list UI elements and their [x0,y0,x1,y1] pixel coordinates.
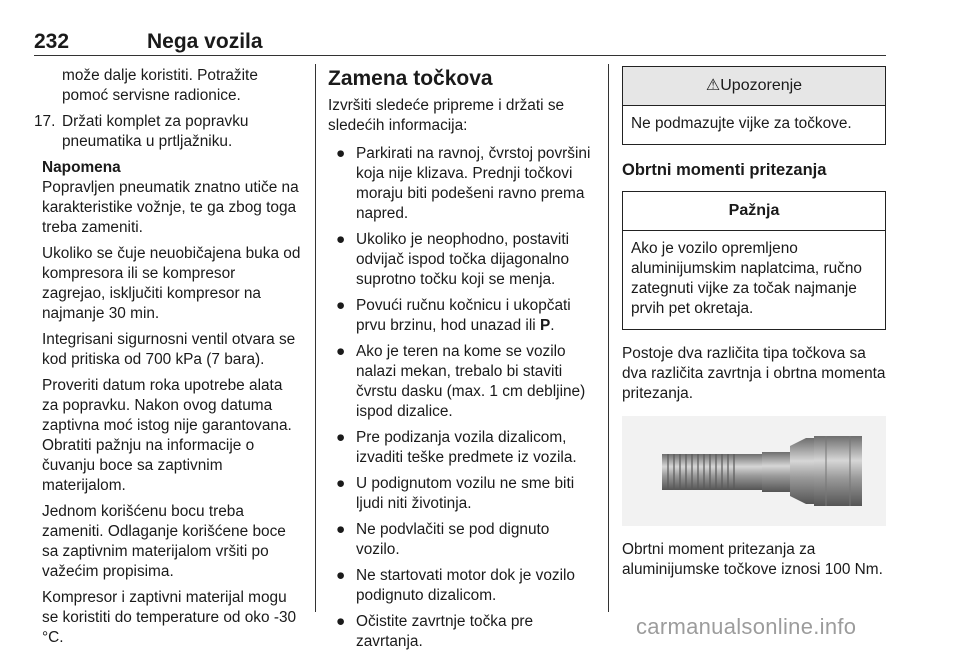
bullet-icon: ● [336,343,346,360]
list-item: ● Pre podizanja vozila dizalicom, izvaditi teške predmete iz vozila. [336,429,577,466]
list-item: ● U podignutom vozilu ne sme biti ljudi niti životinja. [336,475,575,512]
warning-title: Upozorenje [720,77,803,94]
subsection-title: Obrtni momenti pritezanja [622,161,827,179]
list-item: ● Ne podvlačiti se pod dignuto vozilo. [336,521,550,558]
warning-header [623,67,885,106]
note-paragraph: Kompresor i zaptivni materijal mogu se koristiti do temperature od oko -30 °C. [42,589,297,646]
caution-box [622,191,886,330]
list-item: ● Ne startovati motor dok je vozilo podignuto dizalicom. [336,567,575,604]
column-2 [328,66,594,658]
list-item: ● Očistite zavrtnje točka pre zavrtanja. [336,613,534,650]
bullet-icon: ● [336,297,346,314]
note-title: Napomena [42,159,121,176]
bullet-icon: ● [336,429,346,446]
bullet-icon: ● [336,145,346,162]
note-block [34,158,302,648]
bullet-icon: ● [336,231,346,248]
note-paragraph: Proveriti datum roka upotrebe alata za popravku. Nakon ovog datuma zaptivna moć istog nije garantovana. Obratiti pažnju na informacije o čuvanju boce sa zaptivnim materijalom. [42,377,292,494]
paragraph: Obrtni moment pritezanja za aluminijumske točkove iznosi 100 Nm. [622,541,883,578]
note-paragraph: Ukoliko se čuje neuobičajena buka od kompresora ili se kompresor zagrejao, isključiti kompresor na najmanje 30 min. [42,245,301,322]
section-intro: Izvršiti sledeće pripreme i držati se sledećih informacija: [328,97,565,134]
bullet-icon: ● [336,567,346,584]
note-paragraph: Popravljen pneumatik znatno utiče na karakteristike vožnje, te ga zbog toga treba zameniti. [42,179,299,236]
chapter-title: Nega vozila [147,30,263,53]
page-number: 232 [34,30,70,53]
page-header [34,30,886,56]
step-number: 17. [34,113,56,130]
column-divider-2 [608,64,609,612]
list-item: ● Parkirati na ravnoj, čvrstoj površini koja nije klizava. Prednji točkovi moraju biti podešeni ravno prema napred. [336,145,591,222]
list-item: ● Ako je teren na kome se vozilo nalazi mekan, trebalo bi staviti čvrstu dasku (max. 1 cm debljine) ispod dizalice. [336,343,586,420]
caution-title: Pažnja [623,192,885,231]
column-1 [34,66,302,654]
section-title: Zamena točkova [328,67,493,90]
list-item: ● Povući ručnu kočnicu i ukopčati prvu brzinu, hod unazad ili P. [336,297,571,334]
bullet-icon: ● [336,475,346,492]
step-text: Držati komplet za popravku pneumatika u prtljažniku. [62,113,249,150]
wheel-bolt-icon [622,416,886,526]
list-item: ● Ukoliko je neophodno, postaviti odvijač ispod točka dijagonalno suprotno točku koji se menja. [336,231,570,288]
note-paragraph: Jednom korišćenu bocu treba zameniti. Odlaganje korišćene boce sa zaptivnim materijalom vršiti po važećim propisima. [42,503,286,580]
watermark: carmanualsonline.info [636,614,857,639]
note-paragraph: Integrisani sigurnosni ventil otvara se kod pritiska od 700 kPa (7 bara). [42,331,296,368]
continuation-text: može dalje koristiti. Potražite pomoć servisne radionice. [62,67,258,104]
warning-text: Ne podmazujte vijke za točkove. [631,115,852,132]
warning-icon: ⚠ [705,77,721,94]
paragraph: Postoje dva različita tipa točkova sa dva različita zavrtnja i obrtna momenta pritezanja. [622,345,886,402]
preparation-list [328,144,594,652]
column-3 [622,66,886,586]
bullet-icon: ● [336,613,346,630]
warning-box [622,66,886,145]
bullet-icon: ● [336,521,346,538]
column-divider-1 [315,64,316,612]
caution-text: Ako je vozilo opremljeno aluminijumskim naplatcima, ručno zategnuti vijke za točak najmanje prvih pet okretaja. [631,240,862,317]
header-rule [34,55,886,56]
wheel-bolt-illustration [622,416,886,526]
step-17 [34,112,302,152]
